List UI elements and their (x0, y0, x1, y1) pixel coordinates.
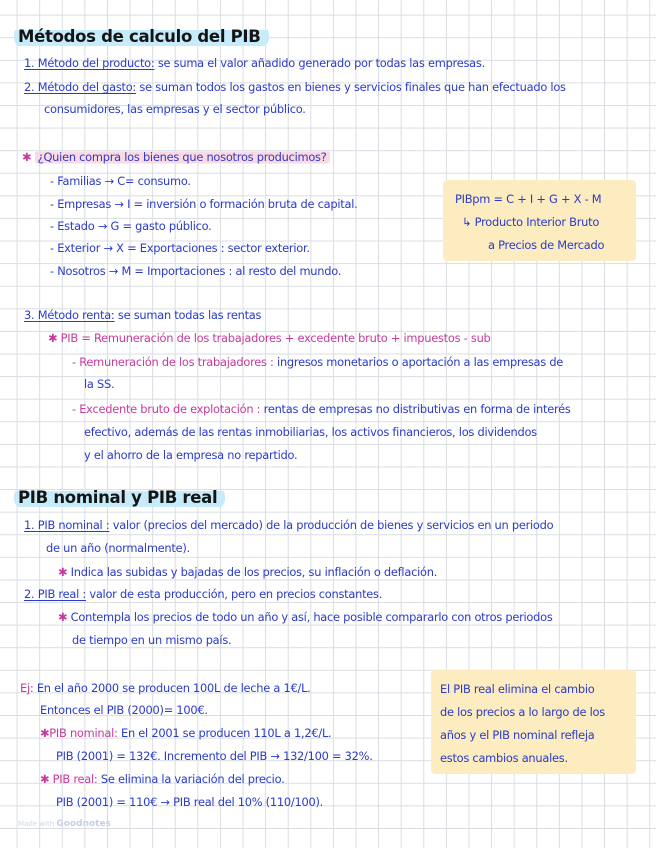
example-note-line-1: El PIB real elimina el cambio (440, 682, 595, 696)
example-label: Ej: (20, 681, 34, 695)
pib-real-bullet (58, 610, 553, 624)
buyer-item-empresas: - Empresas → I = inversión o formación bruta de capital. (50, 197, 358, 211)
formula-line1: ↳ Producto Interior Bruto (462, 215, 600, 229)
pib-nominal-cont: de un año (normalmente). (46, 541, 190, 555)
pib-nominal-bullet (58, 565, 437, 579)
pib-nominal-line (24, 518, 553, 532)
remuneracion-text: ingresos monetarios o aportación a las empresas de (273, 355, 564, 369)
method-2-text: se suman todos los gastos en bienes y servicios finales que han efectuado los (136, 80, 566, 94)
buyer-item-nosotros: - Nosotros → M = Importaciones : al resto del mundo. (50, 264, 342, 278)
example-line-6: PIB (2001) = 110€ → PIB real del 10% (110/100). (56, 795, 324, 809)
method-3-text: se suman todas las rentas (114, 308, 262, 322)
example-real-label: PIB real: (52, 772, 98, 786)
excedente-label: - Excedente bruto de explotación : (72, 402, 261, 416)
question-text: ¿Quien compra los bienes que nosotros producimos? (35, 150, 330, 164)
method-1-text: se suma el valor añadido generado por todas las empresas. (154, 56, 485, 70)
formula-line2: a Precios de Mercado (488, 238, 605, 252)
example-note-line-3: años y el PIB nominal refleja (440, 728, 595, 742)
remuneracion-label: - Remuneración de los trabajadores : (72, 355, 274, 369)
method-1-line (24, 56, 485, 70)
method-2-cont: consumidores, las empresas y el sector público. (44, 102, 306, 116)
pib-renta-text: PIB = Remuneración de los trabajadores + excedente bruto + impuestos - sub (60, 331, 491, 345)
star-icon: ✱ (40, 772, 53, 786)
goodnotes-watermark (18, 819, 111, 829)
excedente-cont-1: efectivo, además de las rentas inmobiliarias, los activos financieros, los dividendos (84, 425, 537, 439)
example-note-line-4: estos cambios anuales. (440, 751, 568, 765)
excedente-cont-2: y el ahorro de la empresa no repartido. (84, 448, 298, 462)
star-icon: ✱ (40, 726, 50, 740)
star-icon: ✱ (22, 150, 35, 164)
pib-nominal-bullet-text: Indica las subidas y bajadas de los precios, su inflación o deflación. (70, 565, 438, 579)
brand-text: Goodnotes (56, 819, 111, 829)
pib-nominal-label: 1. PIB nominal : (24, 518, 110, 532)
method-3-line (24, 308, 261, 322)
star-icon: ✱ (58, 610, 71, 624)
example-line-1 (20, 681, 311, 695)
excedente-line (72, 402, 571, 416)
example-line-3 (40, 726, 331, 740)
remuneracion-line (72, 355, 563, 369)
section-title-metodos: Métodos de calculo del PIB (14, 25, 269, 48)
star-icon: ✱ (58, 565, 71, 579)
star-icon: ✱ (48, 331, 61, 345)
pib-real-line (24, 587, 382, 601)
example-text-1: En el año 2000 se producen 100L de leche a 1€/L. (33, 681, 311, 695)
buyer-item-familias: - Familias → C= consumo. (50, 174, 191, 188)
formula-text: PIBpm = C + I + G + X - M (455, 192, 602, 206)
example-nominal-label: PIB nominal: (49, 726, 118, 740)
example-note-line-2: de los precios a lo largo de los (440, 705, 605, 719)
excedente-text: rentas de empresas no distributivas en forma de interés (260, 402, 571, 416)
section-title-pib-nominal-real: PIB nominal y PIB real (14, 486, 225, 509)
example-real-text: Se elimina la variación del precio. (97, 772, 285, 786)
method-2-line (24, 80, 566, 94)
method-3-label: 3. Método renta: (24, 308, 115, 322)
example-line-4: PIB (2001) = 132€. Incremento del PIB → 132/100 = 32%. (56, 749, 373, 763)
example-nominal-text: En el 2001 se producen 110L a 1,2€/L. (117, 726, 332, 740)
question-line (22, 150, 330, 164)
remuneracion-cont: la SS. (84, 377, 115, 391)
pib-real-label: 2. PIB real : (24, 587, 86, 601)
pib-nominal-text: valor (precios del mercado) de la producción de bienes y servicios en un periodo (109, 518, 554, 532)
pib-renta-formula (48, 331, 491, 345)
made-with-text: Made with (18, 820, 55, 828)
example-line-2: Entonces el PIB (2000)= 100€. (40, 703, 208, 717)
pib-real-bullet-cont: de tiempo en un mismo país. (72, 633, 232, 647)
pib-real-bullet-text: Contempla los precios de todo un año y así, hace posible compararlo con otros periodos (70, 610, 553, 624)
example-line-5 (40, 772, 284, 786)
buyer-item-estado: - Estado → G = gasto público. (50, 219, 212, 233)
pib-real-text: valor de esta producción, pero en precios constantes. (85, 587, 383, 601)
method-2-label: 2. Método del gasto: (24, 80, 137, 94)
method-1-label: 1. Método del producto: (24, 56, 155, 70)
buyer-item-exterior: - Exterior → X = Exportaciones : sector exterior. (50, 241, 310, 255)
